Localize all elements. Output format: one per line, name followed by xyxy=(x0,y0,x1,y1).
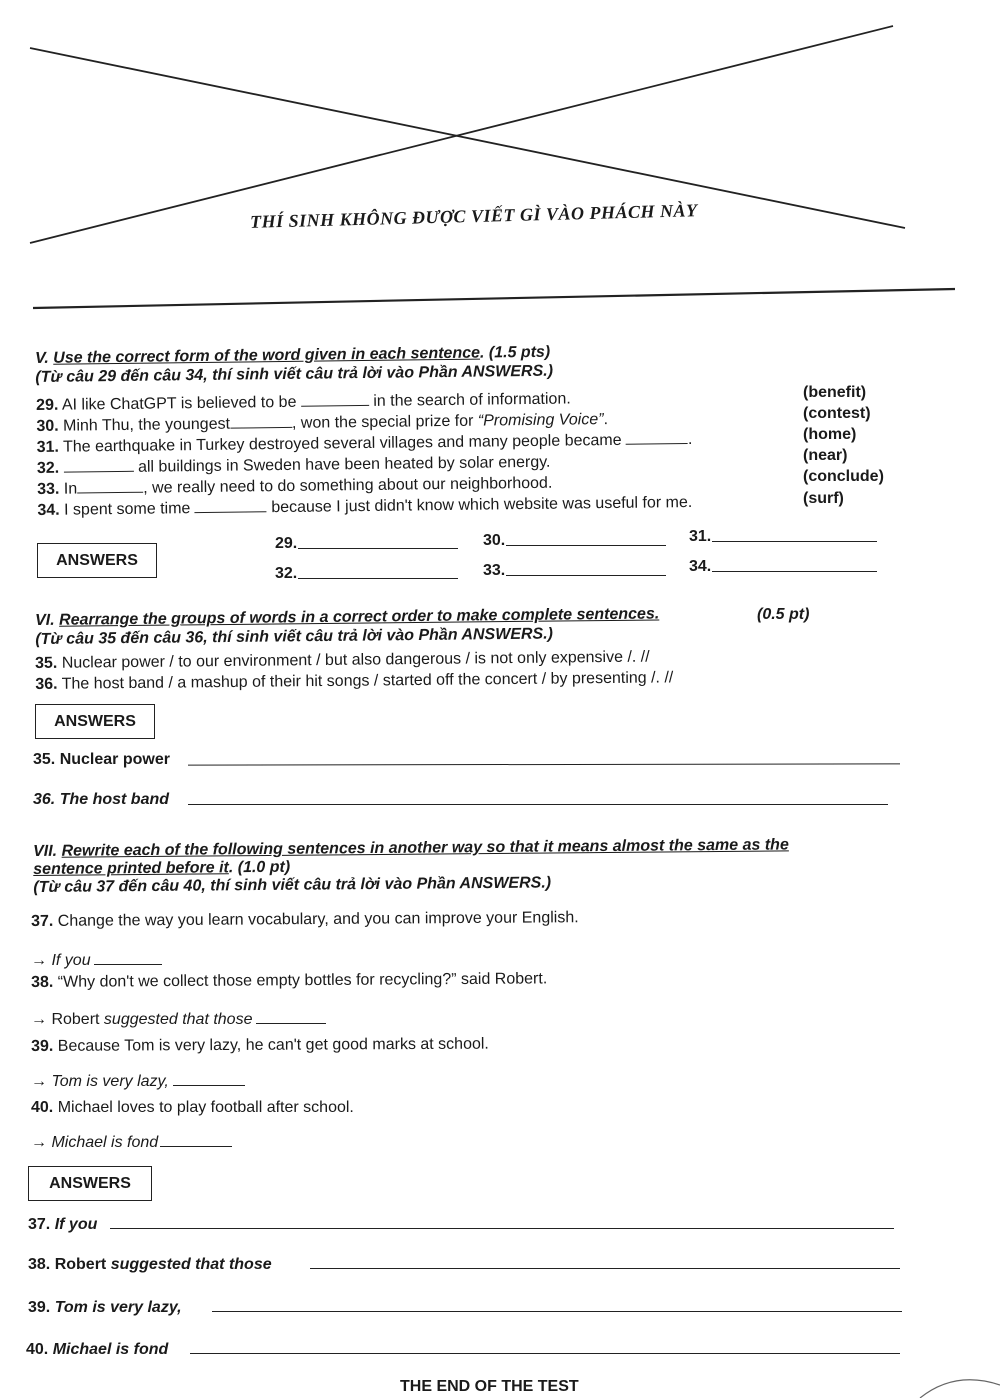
section-7-title-line2: sentence printed before it xyxy=(33,859,229,878)
header-crossout xyxy=(0,0,1000,320)
answers-box-6: ANSWERS xyxy=(35,704,155,739)
section-7-numeral: VII. xyxy=(33,842,58,860)
question-text: , we really need to do something about our neighborhood. xyxy=(143,474,553,497)
question-text: “Why don't we collect those empty bottles for recycling?” said Robert. xyxy=(57,970,548,991)
answer-prompt: Tom is very lazy, xyxy=(54,1299,182,1316)
question-number: 39. xyxy=(31,1037,54,1055)
answer-blank xyxy=(626,429,688,445)
answer-number: 38. xyxy=(28,1256,51,1273)
arrow-icon: → xyxy=(31,1134,47,1151)
question-text: , won the special prize for xyxy=(291,412,474,432)
answer-label-31: 31. xyxy=(689,528,712,545)
answer-line-38[interactable] xyxy=(310,1268,900,1269)
prompt-37 xyxy=(31,950,162,970)
question-text: in the search of information. xyxy=(373,390,571,410)
hint-29: (benefit) xyxy=(803,384,867,401)
answer-line-32[interactable] xyxy=(298,578,458,579)
question-text: . xyxy=(603,411,609,429)
arrow-icon: → xyxy=(31,952,47,969)
answer-blank xyxy=(160,1132,232,1147)
question-number: 34. xyxy=(37,501,60,519)
prompt-40 xyxy=(31,1132,232,1152)
section-5-points: . (1.5 pts) xyxy=(479,343,551,362)
hint-32: (near) xyxy=(803,447,848,464)
answers-box-7: ANSWERS xyxy=(28,1166,152,1201)
question-number: 40. xyxy=(31,1099,54,1116)
section-5-title: Use the correct form of the word given in each sentence xyxy=(53,344,481,367)
answer-prompt: Michael is fond xyxy=(52,1341,169,1358)
question-39 xyxy=(31,1036,489,1056)
section-5-questions xyxy=(36,387,693,521)
answer-line-39[interactable] xyxy=(212,1311,902,1312)
question-number: 29. xyxy=(36,396,59,414)
section-6-title: Rearrange the groups of words in a correct order to make complete sentences. xyxy=(59,605,660,629)
answer-line-33[interactable] xyxy=(506,575,666,576)
answer-label-39 xyxy=(28,1299,182,1317)
question-text: Because Tom is very lazy, he can't get good marks at school. xyxy=(57,1035,489,1055)
question-40 xyxy=(31,1099,354,1117)
section-6-heading xyxy=(35,605,660,649)
section-5-numeral: V. xyxy=(35,349,49,367)
question-text: The earthquake in Turkey destroyed several villages and many people became xyxy=(62,431,622,456)
answer-blank xyxy=(230,413,292,429)
question-text: because I just didn't know which website was useful for me. xyxy=(271,493,693,517)
answer-prompt: Robert xyxy=(54,1256,111,1273)
question-text: Nuclear power / to our environment / but also dangerous / is not only expensive /. // xyxy=(61,648,650,672)
hint-34: (surf) xyxy=(803,490,844,507)
prompt-text: Michael is fond xyxy=(51,1134,159,1151)
answer-line-40[interactable] xyxy=(190,1353,900,1354)
answer-label-36: 36. The host band xyxy=(33,791,170,808)
section-6-instruction: (Từ câu 35 đến câu 36, thí sinh viết câu trả lời vào Phần ANSWERS.) xyxy=(35,625,554,648)
question-text: The host band / a mashup of their hit songs / started off the concert / by presenting /. // xyxy=(61,669,674,693)
section-7-points: . (1.0 pt) xyxy=(228,858,291,877)
question-38 xyxy=(31,970,547,992)
answer-blank xyxy=(301,391,369,407)
hint-31: (home) xyxy=(803,426,857,443)
answer-number: 39. xyxy=(28,1299,51,1316)
prompt-text: Robert xyxy=(51,1011,104,1028)
answer-label-30: 30. xyxy=(483,532,506,549)
prompt-38 xyxy=(31,1009,326,1029)
question-number: 31. xyxy=(36,438,59,456)
question-number: 32. xyxy=(36,459,60,477)
question-text: In xyxy=(63,480,78,498)
prompt-39 xyxy=(31,1071,245,1091)
answer-label-38 xyxy=(28,1256,272,1274)
answer-line-34[interactable] xyxy=(712,571,877,572)
prompt-text: If you xyxy=(51,952,91,969)
question-number: 35. xyxy=(35,654,58,672)
answer-label-40 xyxy=(26,1341,168,1359)
answer-label-29: 29. xyxy=(275,535,298,552)
answer-line-29[interactable] xyxy=(298,548,458,549)
prompt-text: Tom is very lazy, xyxy=(51,1073,169,1090)
hint-33: (conclude) xyxy=(803,468,884,485)
answer-line-31[interactable] xyxy=(712,541,877,542)
question-text: AI like ChatGPT is believed to be xyxy=(61,393,297,414)
answer-number: 40. xyxy=(26,1341,49,1358)
answer-number: 37. xyxy=(28,1216,51,1233)
question-quote: “Promising Voice” xyxy=(477,411,604,430)
question-number: 38. xyxy=(31,973,54,991)
answer-line-37[interactable] xyxy=(110,1228,894,1229)
question-text: Minh Thu, the youngest xyxy=(62,415,231,435)
answer-prompt: If you xyxy=(54,1216,98,1233)
answer-blank xyxy=(195,497,267,513)
question-text: . xyxy=(687,430,693,449)
section-7-title-line1: Rewrite each of the following sentences in another way so that it means almost the same as the xyxy=(61,836,789,860)
arrow-icon: → xyxy=(31,1011,47,1028)
answer-label-35: 35. Nuclear power xyxy=(33,751,170,768)
section-6-numeral: VI. xyxy=(35,611,55,629)
question-number: 30. xyxy=(36,417,59,435)
answer-label-32: 32. xyxy=(275,565,298,582)
question-number: 33. xyxy=(37,480,60,498)
answers-box-5: ANSWERS xyxy=(37,543,157,578)
section-7-instruction: (Từ câu 37 đến câu 40, thí sinh viết câu trả lời vào Phần ANSWERS.) xyxy=(33,874,552,896)
question-text: all buildings in Sweden have been heated by solar energy. xyxy=(137,453,551,476)
end-of-test: THE END OF THE TEST xyxy=(400,1378,579,1395)
answer-prompt-italic: suggested that those xyxy=(110,1256,272,1273)
question-text: Michael loves to play football after school. xyxy=(57,1099,354,1116)
question-number: 36. xyxy=(35,675,58,693)
answer-blank xyxy=(94,950,162,965)
section-7-heading xyxy=(33,836,789,897)
answer-blank xyxy=(256,1009,326,1024)
question-37 xyxy=(31,909,579,931)
prompt-text-italic: suggested that those xyxy=(103,1011,253,1028)
answer-label-34: 34. xyxy=(689,558,712,575)
answer-label-33: 33. xyxy=(483,562,506,579)
answer-line-36[interactable] xyxy=(188,804,888,805)
no-writing-notice: THÍ SINH KHÔNG ĐƯỢC VIẾT GÌ VÀO PHÁCH NÀY xyxy=(249,200,698,232)
question-text: Change the way you learn vocabulary, and you can improve your English. xyxy=(57,909,579,930)
corner-stamp-arc xyxy=(915,1375,1000,1398)
arrow-icon: → xyxy=(31,1073,47,1090)
section-6-questions xyxy=(35,648,673,697)
answer-label-37 xyxy=(28,1216,97,1234)
answer-blank xyxy=(173,1071,245,1086)
answer-line-35[interactable] xyxy=(188,763,900,765)
question-text: I spent some time xyxy=(64,500,191,519)
answer-blank xyxy=(77,478,143,494)
section-6-points: (0.5 pt) xyxy=(757,606,810,623)
hint-30: (contest) xyxy=(803,405,871,422)
answer-blank xyxy=(63,457,133,473)
question-number: 37. xyxy=(31,912,54,930)
section-5-instruction: (Từ câu 29 đến câu 34, thí sinh viết câu trả lời vào Phần ANSWERS.) xyxy=(35,362,554,386)
section-5-heading xyxy=(35,344,553,387)
answer-line-30[interactable] xyxy=(506,545,666,546)
